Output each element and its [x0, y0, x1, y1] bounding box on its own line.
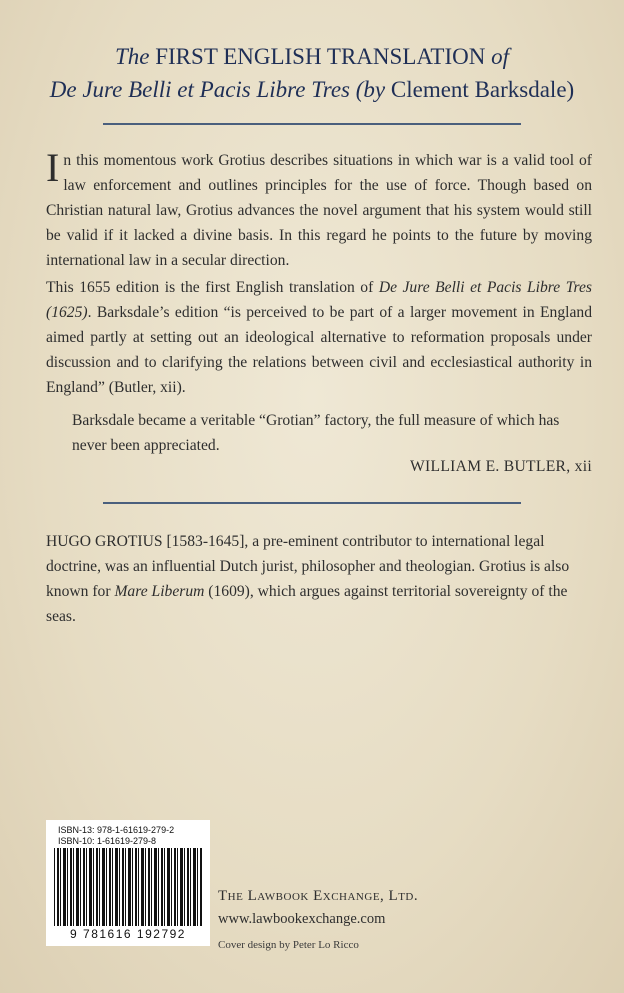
barcode-panel — [46, 820, 210, 946]
middle-divider — [103, 502, 521, 504]
para2-year: (1625) — [46, 304, 88, 321]
barcode-number: 9 781616 192792 — [70, 927, 186, 941]
bio-dates: [1583-1645] — [166, 533, 245, 550]
title-by: (by — [355, 77, 386, 102]
bio-year: (1609) — [208, 583, 250, 600]
quote-page: , xii — [566, 458, 592, 475]
publisher-website[interactable]: www.lawbookexchange.com — [218, 911, 386, 927]
publisher-name: The Lawbook Exchange, Ltd. — [218, 888, 419, 904]
drop-cap: I — [46, 145, 60, 190]
para2-before: This 1655 edition is the first English translation of — [46, 279, 374, 296]
para2-work: De Jure Belli et Pacis Libre Tres — [378, 279, 592, 296]
cover-design-credit: Cover design by Peter Lo Ricco — [218, 939, 359, 951]
para1-text: n this momentous work Grotius describes situations in which war is a valid tool of law enforcement and outlines principles for the use of force. Though based on Christian natural law, Grotius advances the novel argument that his system would still be valid if it lacked a divine basis. In this regard he points to the future by moving international law in a secular direction. — [46, 152, 592, 269]
isbn-13: ISBN-13: 978-1-61619-279-2 — [58, 825, 175, 835]
quote-attribution — [410, 458, 592, 476]
bio-name: HUGO GROTIUS — [46, 533, 163, 550]
title-line-1 — [0, 40, 624, 73]
bio-text-2: , which argues against territorial sovereignty of the seas. — [46, 583, 568, 625]
para2-after: . Barksdale’s edition “is perceived to be part of a larger movement in England aimed partly at setting out an ideological alternative to reformation proposals under discussion and to clarifying the relations between civil and ecclesiastical authority in England” (Butler, xii). — [46, 304, 592, 396]
title-the: The — [114, 44, 150, 69]
title-line-2 — [0, 73, 624, 106]
cover-title — [0, 40, 624, 106]
title-of: of — [491, 44, 509, 69]
title-by-wrap — [356, 77, 574, 102]
quote-author: WILLIAM E. BUTLER — [409, 458, 567, 475]
description-paragraph-2 — [46, 275, 592, 400]
barcode-bars — [54, 848, 202, 926]
title-main: FIRST ENGLISH TRANSLATION — [155, 44, 486, 69]
quote-text: Barksdale became a veritable “Grotian” factory, the full measure of which has never been appreciated. — [72, 412, 560, 454]
title-author: Clement Barksdale) — [390, 77, 575, 102]
author-bio — [46, 529, 592, 629]
isbn-10: ISBN-10: 1-61619-279-8 — [58, 836, 157, 846]
top-divider — [103, 123, 521, 125]
description-paragraph-1 — [46, 145, 592, 273]
bio-work: Mare Liberum — [114, 583, 205, 600]
bio-text-1: , a pre-eminent contributor to international legal doctrine, was an influential Dutch jurist, philosopher and theologian. Grotius is also known for — [46, 533, 570, 600]
title-work: De Jure Belli et Pacis Libre Tres — [49, 77, 351, 102]
blurb-quote — [72, 408, 572, 458]
